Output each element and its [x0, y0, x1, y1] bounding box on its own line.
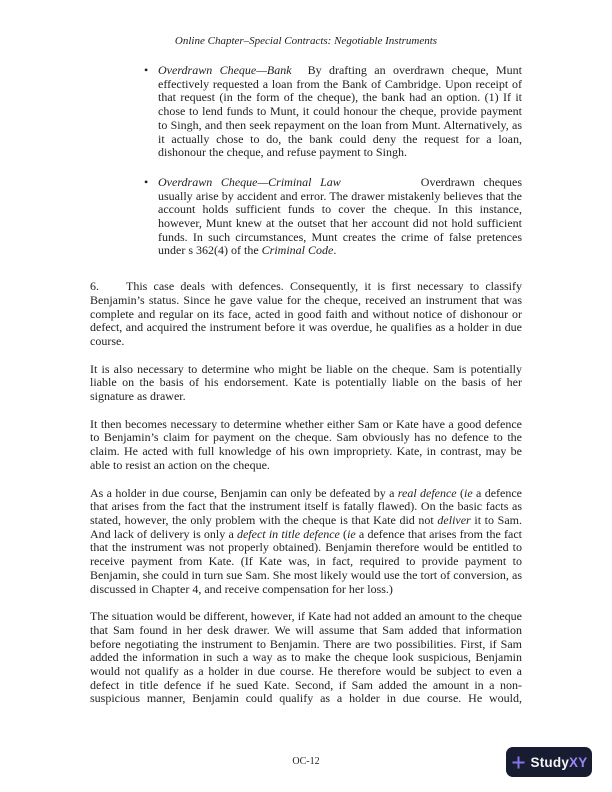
paragraph-number: 6. — [90, 279, 99, 294]
studyxy-logo[interactable] — [506, 747, 592, 777]
bullet-body-bank: By drafting an overdrawn cheque, Munt effectively requested a loan from the Bank of Cambridge. Upon receipt of that request (in the form of the cheque), the bank had an option. (1) If it chose to lend funds to Munt, it could honour the cheque, provide payment to Singh, and then seek repayment on the loan from Munt. Alternatively, as it actually chose to do, the bank could deny the request for a loan, dishonour the cheque, and refuse payment to Singh. — [158, 63, 523, 160]
paragraph-situation: The situation would be different, however, if Kate had not added an amount to the cheque that Sam found in her desk drawer. We will assume that Sam added that information before negotiating the instrument to Benjamin. There are two possibilities. First, if Sam added the information in such a way as to make the cheque look suspicious, Benjamin would not qualify as a holder in due course. He therefore would be subject to even a defect in title defence if he sued Kate. Second, if Sam added the amount in a non-suspicious manner, Benjamin could qualify as a holder in due course. He would, — [90, 609, 522, 706]
paragraph-liability: It is also necessary to determine who might be liable on the cheque. Sam is potentially liable on the basis of his endorsement. Kate is potentially liable on the basis of her signature as drawer. — [90, 361, 522, 404]
bullet-item-bank — [90, 64, 522, 160]
bullet-lead-bank: Overdrawn Cheque—Bank — [158, 63, 292, 77]
page-number: OC-12 — [292, 756, 320, 767]
bullet-body-criminal-law: Overdrawn cheques usually arise by accident and error. The drawer mistakenly believes that the account holds sufficient funds to cover the cheque. In this instance, however, Munt knew at the outset that her account did not hold sufficient funds. In such circumstances, Munt creates the crime of false pretences under s 362(4) of the Criminal Code. — [158, 174, 523, 258]
paragraph-6 — [90, 280, 522, 349]
paragraph-real-defence: As a holder in due course, Benjamin can only be defeated by a real defence (ie a defence that arises from the fact that the instrument itself is fatally flawed). On the basic facts as stated, however, the only problem with the cheque is that Kate did not deliver it to Sam. And lack of delivery is only a defect in title defence (ie a defence that arises from the fact that the instrument was not properly obtained). Benjamin therefore would be entitled to receive payment from Kate. (If Kate was, in fact, required to provide payment to Benjamin, she could in turn sue Sam. She most likely would use the tort of conversion, as discussed in Chapter 4, and receive compensation for her loss.) — [90, 485, 523, 596]
plus-icon — [511, 755, 526, 770]
paragraph-6-body: This case deals with defences. Consequently, it is first necessary to classify Benjamin’s status. Since he gave value for the cheque, received an instrument that was complete and regular on its face, acted in good faith and without notice of dishonour or defect, and acquired the instrument before it was overdue, he qualifies as a holder in due course. — [90, 279, 522, 348]
page-content — [90, 64, 522, 706]
bullet-icon: • — [144, 63, 149, 77]
bullet-icon: • — [144, 174, 149, 189]
bullet-lead-criminal-law: Overdrawn Cheque—Criminal Law — [158, 174, 341, 189]
page-header-title: Online Chapter–Special Contracts: Negotiable Instruments — [174, 35, 438, 47]
bullet-list — [90, 64, 522, 258]
logo-study-text: Study — [530, 754, 570, 770]
paragraph-defence: It then becomes necessary to determine whether either Sam or Kate have a good defence to Benjamin’s claim for payment on the cheque. Sam obviously has no defence to the claim. He acted with full knowledge of his own impropriety. Kate, in contrast, may be able to resist an action on the cheque. — [90, 416, 522, 472]
logo-xy-text: XY — [569, 754, 588, 770]
bullet-item-criminal-law — [90, 176, 522, 258]
